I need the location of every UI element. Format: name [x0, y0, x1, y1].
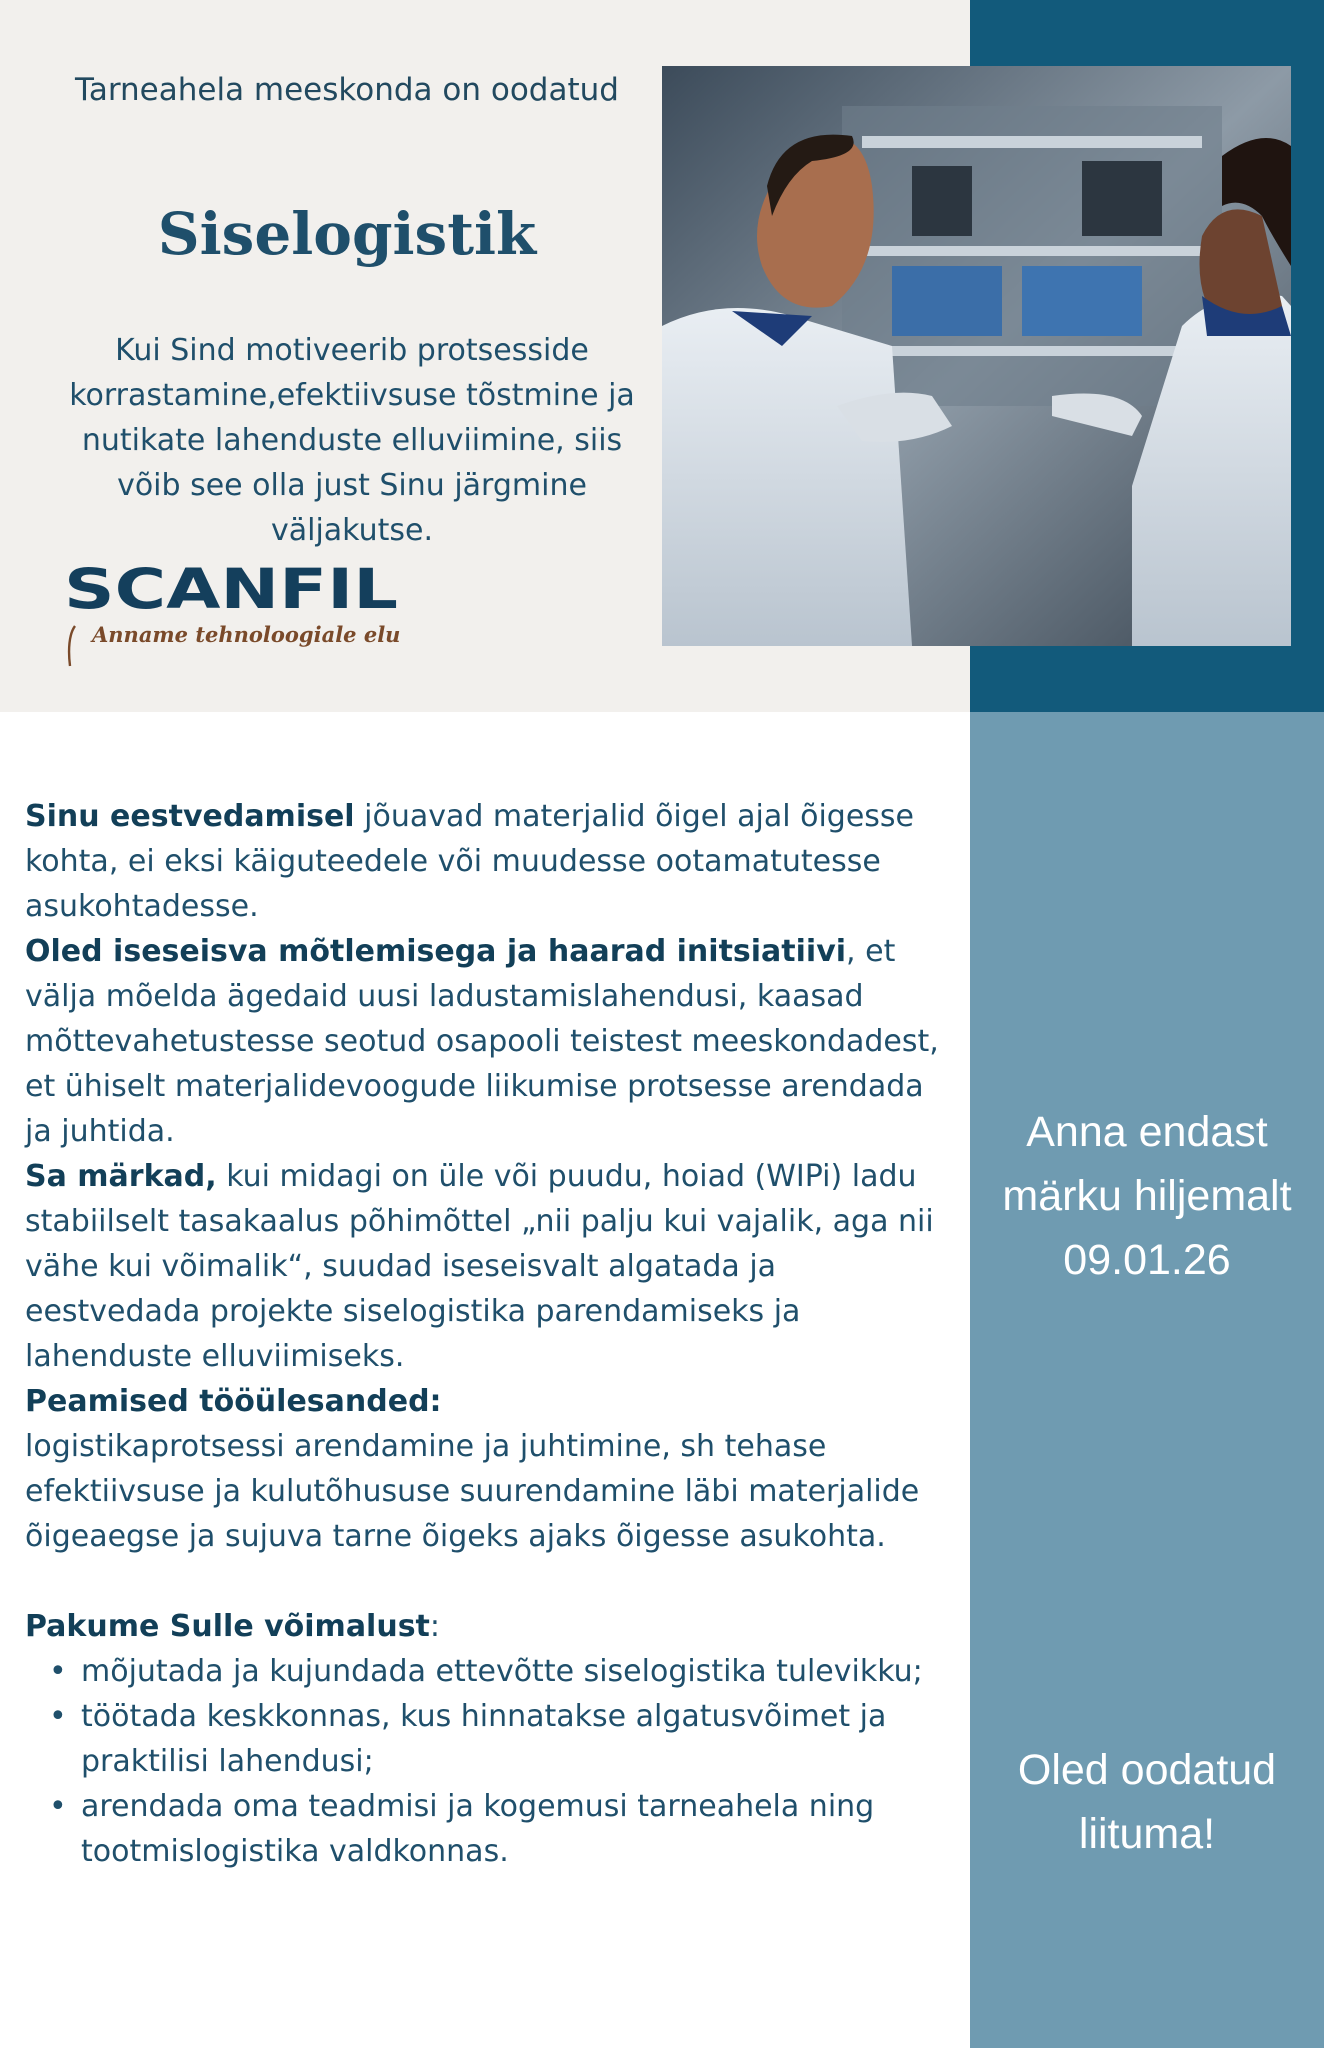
- offer-item: • mõjutada ja kujundada ettevõtte siselogistika tulevikku;: [25, 1649, 945, 1694]
- paragraph-notice: [25, 1154, 945, 1379]
- hero-photo: [662, 66, 1291, 646]
- initiative-text: , et välja mõelda ägedaid uusi ladustamislahendusi, kaasad mõttevahetustesse seotud osapooli teistest meeskondadest, et ühiselt materjalidevoogude liikumise protsesse arendada ja juhtida.: [25, 934, 939, 1149]
- intro-text: Kui Sind motiveerib protsesside korrastamine,efektiivsuse tõstmine ja nutikate lahenduste elluviimine, siis võib see olla just Sinu järgmine väljakutse.: [69, 333, 635, 548]
- page-title: Siselogistik: [157, 200, 537, 268]
- brand-tagline: Anname tehnoloogiale elu: [92, 622, 401, 647]
- notice-bold: Sa märkad,: [25, 1159, 217, 1194]
- paragraph-lead: [25, 794, 945, 929]
- lead-text: jõuavad materjalid õigel ajal õigesse kohta, ei eksi käiguteedele või muudesse ootamatutesse asukohtadesse.: [25, 799, 915, 924]
- offer-heading: Pakume Sulle võimalust:: [25, 1609, 441, 1644]
- tagline-mark-icon: [66, 624, 78, 668]
- offer-item: • arendada oma teadmisi ja kogemusi tarneahela ning tootmislogistika valdkonnas.: [25, 1784, 945, 1874]
- tasks-heading: Peamised tööülesanded:: [25, 1384, 442, 1419]
- lead-bold: Sinu eestvedamisel: [25, 799, 355, 834]
- notice-text: kui midagi on üle või puudu, hoiad (WIPi) ladu stabiilselt tasakaalus põhimõttel „nii palju kui vajalik, aga nii vähe kui võimalik“, suudad iseseisvalt algatada ja eestvedada projekte siselogistika parendamiseks ja lahenduste elluviimiseks.: [25, 1159, 934, 1374]
- offer-item: • töötada keskkonnas, kus hinnatakse algatusvõimet ja praktilisi lahendusi;: [25, 1694, 945, 1784]
- kicker-text: Tarneahela meeskonda on oodatud: [75, 72, 619, 108]
- logo-wordmark: SCANFIL: [64, 560, 398, 616]
- paragraph-initiative: [25, 929, 945, 1154]
- join-callout: Oled oodatud liituma!: [1017, 1746, 1277, 1858]
- job-description: [25, 794, 945, 1874]
- initiative-bold: Oled iseseisva mõtlemisega ja haarad initsiatiivi: [25, 934, 847, 969]
- scanfil-logo: [64, 560, 404, 616]
- tasks-text: logistikaprotsessi arendamine ja juhtimine, sh tehase efektiivsuse ja kulutõhususe suurendamine läbi materjalide õigeaegse ja sujuva tarne õigeks ajaks õigesse asukohta.: [25, 1429, 920, 1554]
- offer-list: [25, 1649, 945, 1874]
- deadline-callout: Anna endast märku hiljemalt 09.01.26: [1002, 1108, 1292, 1284]
